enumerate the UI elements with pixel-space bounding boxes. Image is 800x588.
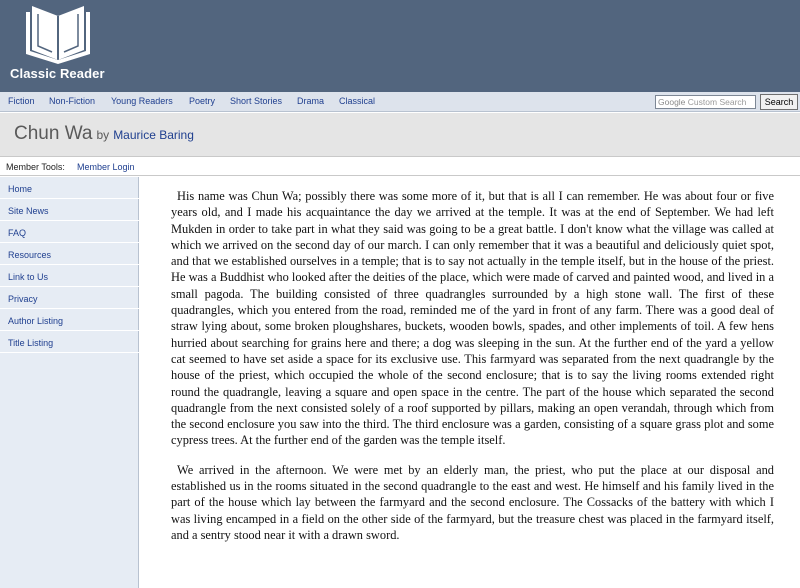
story-paragraph: His name was Chun Wa; possibly there was some more of it, but that is all I can remember. He was about four or five years old, and I made his acquaintance the day we arrived at the temple. It was at the end of September. We had left Mukden in order to take part in what they said was going to be a great battle. I don't know what the village was called at which we arrived on the second day of our march. I can only remember that it was a beautiful and deliciously quiet spot, and that we established ourselves in a temple; that is to say not actually in the temple itself, but in the house of the priest. He was a Buddhist who looked after the deities of the place, which were made of carved and painted wood, and lived in a small pagoda. The building consisted of three quadrangles surrounded by a high stone wall. The first of these quadrangles, which you entered from the road, reminded me of the yard in front of any farm. There was a good deal of straw lying about, some broken ploughshares, buckets, wooden bowls, spades, and other implements of toil. A few hens hurried about searching for grains here and there; a dog was sleeping in the sun. At the further end of the yard a yellow cat seemed to have set aside a space for its exclusive use. This farmyard was separated from the next quadrangle by the house of the priest, which occupied the whole of the second enclosure; that is to say the living rooms extended right round the quadrangle, leaving a square and open space in the centre. The part of the house which separated the second quadrangle from the next consisted solely of a roof supported by pillars, making an open verandah, through which from the second enclosure you saw into the third. The third enclosure was a garden, consisting of a square grass plot and some cypress trees. At the further end of the garden was the temple itself. (171, 189, 774, 448)
nav-poetry[interactable]: Poetry (189, 96, 216, 106)
book-logo-icon[interactable] (22, 2, 94, 64)
author-link[interactable]: Maurice Baring (113, 128, 194, 142)
member-tools-label: Member Tools: (6, 162, 65, 172)
search-button[interactable]: Search (760, 94, 798, 110)
nav-fiction[interactable]: Fiction (8, 96, 35, 106)
story-content (171, 188, 774, 556)
sidebar-item-author-listing[interactable]: Author Listing (0, 309, 139, 331)
sidebar-item-home[interactable]: Home (0, 177, 139, 199)
brand-name[interactable]: Classic Reader (10, 66, 105, 81)
site-header (0, 0, 800, 92)
sidebar-item-title-listing[interactable]: Title Listing (0, 331, 139, 353)
sidebar (0, 177, 139, 588)
nav-short-stories[interactable]: Short Stories (230, 96, 283, 106)
sidebar-item-privacy[interactable]: Privacy (0, 287, 139, 309)
page-title (14, 123, 194, 145)
book-title: Chun Wa (14, 123, 93, 144)
search-placeholder: Custom Search (687, 97, 747, 107)
member-tools-bar (0, 158, 800, 176)
nav-classical[interactable]: Classical (339, 96, 376, 106)
search-brand: Google (658, 97, 686, 107)
sidebar-item-site-news[interactable]: Site News (0, 199, 139, 221)
sidebar-item-link-to-us[interactable]: Link to Us (0, 265, 139, 287)
nav-non-fiction[interactable]: Non-Fiction (49, 96, 96, 106)
sidebar-item-resources[interactable]: Resources (0, 243, 139, 265)
nav-young-readers[interactable]: Young Readers (111, 96, 173, 106)
search-input[interactable] (655, 95, 756, 109)
sidebar-item-faq[interactable]: FAQ (0, 221, 139, 243)
nav-drama[interactable]: Drama (297, 96, 325, 106)
member-login-link[interactable]: Member Login (77, 162, 135, 172)
story-paragraph: We arrived in the afternoon. We were met by an elderly man, the priest, who put the place at our disposal and established us in the rooms situated in the second quadrangle to the east and west. He himself and his family lived in the part of the house which lay between the farmyard and the second enclosure. The Cossacks of the battery with which I was living encamped in a field on the other side of the farmyard, but the treasure chest was placed in the farmyard itself, and a sentry stood near it with a drawn sword. (171, 462, 774, 542)
book-by: by (96, 128, 110, 142)
title-bar (0, 113, 800, 157)
